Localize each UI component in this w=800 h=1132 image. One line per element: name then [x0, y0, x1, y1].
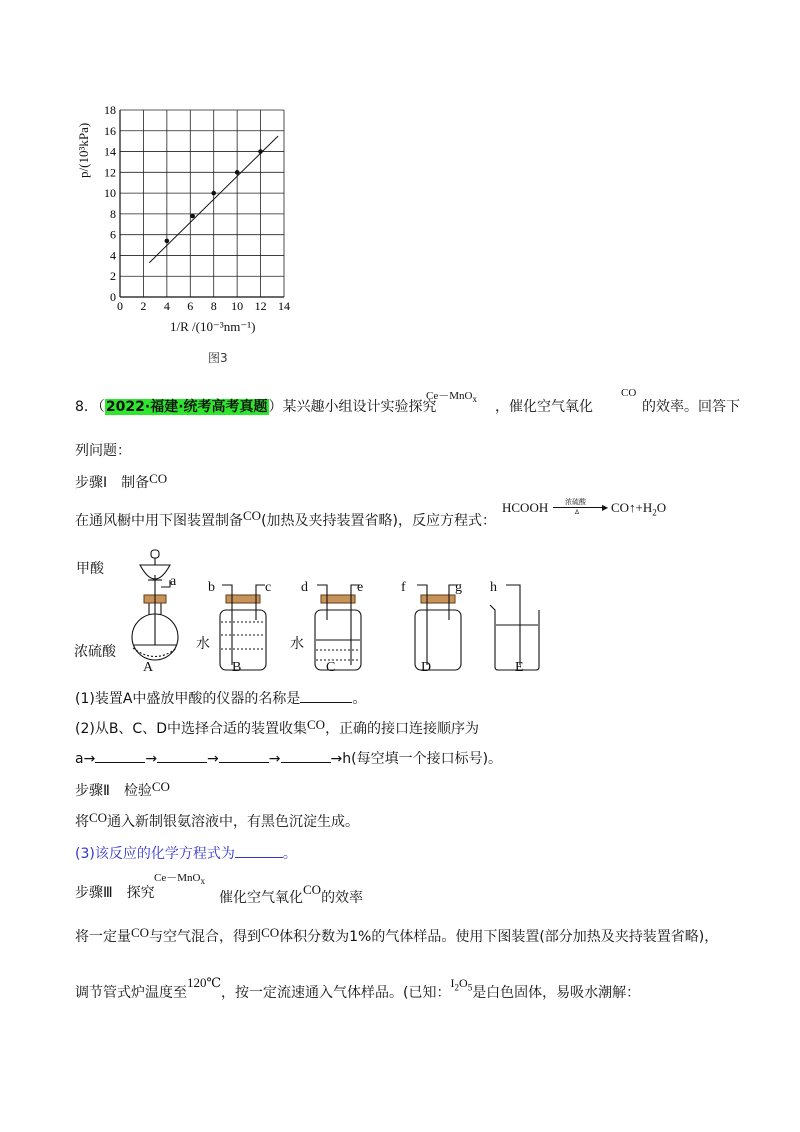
source-tag[interactable]: [105, 399, 269, 415]
catalyst-text: Ce－MnO: [426, 390, 473, 402]
reaction-equation: [502, 500, 548, 516]
catalyst-subscript: x: [472, 394, 477, 405]
name-D: [421, 660, 431, 676]
q2-co: CO: [307, 717, 326, 732]
intro-text-c: 的效率。回答下: [642, 399, 740, 415]
step1-text: [75, 508, 496, 530]
step3-text2: [75, 975, 640, 1002]
reaction-right: [611, 500, 666, 518]
name-E: [515, 660, 524, 676]
name-B: [232, 660, 241, 676]
q3-text: (3)该反应的化学方程式为: [75, 846, 235, 862]
step2-title: [75, 779, 170, 800]
step3-title-b-line: [219, 882, 363, 907]
name-E-text: E: [515, 660, 524, 675]
x-axis-label-text: 1/R /(10⁻³nm⁻¹): [170, 319, 256, 334]
y-tick-label: 4: [110, 248, 116, 263]
q2-arrow-4: →: [330, 751, 343, 767]
y-tick-label: 8: [110, 206, 116, 221]
step2-text-b: 通入新制银氨溶液中，有黑色沉淀生成。: [107, 814, 360, 830]
step1-co: CO: [149, 471, 168, 486]
q1-text: (1)装置A中盛放甲酸的仪器的名称是: [75, 691, 301, 707]
label-water-c-text: 水: [290, 636, 304, 652]
label-c-text: c: [265, 580, 272, 595]
figure-caption: [208, 349, 228, 366]
question-number: 8．: [75, 399, 98, 415]
y-tick-label: 12: [104, 165, 116, 180]
q1-end: 。: [352, 691, 367, 707]
label-g: [455, 580, 462, 596]
label-formic-acid-text: 甲酸: [76, 561, 104, 577]
name-C-text: C: [326, 660, 336, 675]
q3-line: [75, 843, 297, 863]
x-axis-label: [170, 319, 255, 334]
x-tick-label: 6: [187, 299, 194, 313]
q2-arrow-1: →: [145, 751, 158, 767]
x-tick-label: 14: [278, 299, 290, 313]
q2-text: (2)从B、C、D中选择合适的装置收集: [75, 721, 307, 737]
step3-title-a: 步骤Ⅲ 探究: [75, 885, 155, 901]
arrow-head-icon: ▶: [602, 503, 609, 512]
reaction-left: HCOOH: [502, 500, 549, 515]
label-d: [301, 580, 308, 596]
q2-start: a→: [75, 751, 96, 767]
y-tick-label: 6: [110, 227, 116, 242]
step1-text-b: (加热及夹持装置省略)，反应方程式：: [261, 513, 496, 529]
y-axis-label-text: p/(10³kPa): [76, 122, 91, 178]
label-conc-sulfuric-text: 浓硫酸: [74, 644, 116, 660]
source-tag-text[interactable]: 2022·福建·统考高考真题: [105, 399, 268, 415]
q2-arrow-2: →: [207, 751, 219, 767]
label-e: [357, 580, 363, 596]
label-a: [170, 574, 176, 590]
label-h: [490, 580, 497, 596]
q2-arrow-3: →: [268, 751, 281, 767]
step1-text-a: 在通风橱中用下图装置制备: [75, 513, 243, 529]
figure-caption-text: 图3: [208, 351, 228, 365]
name-D-text: D: [421, 660, 432, 675]
q2-connection-line: [75, 748, 502, 768]
reaction-arrow: [553, 497, 609, 517]
temperature: 120℃: [187, 975, 222, 990]
label-d-text: d: [301, 580, 308, 595]
reaction-condition-top: 浓硫酸: [565, 498, 586, 506]
step3-text1-b: 与空气混合，得到: [149, 929, 262, 945]
step3-co-3: CO: [261, 925, 280, 940]
q2-blank-2[interactable]: [157, 748, 207, 763]
label-g-text: g: [455, 580, 462, 595]
q1-answer-blank[interactable]: [300, 688, 352, 703]
catalyst-formula: [426, 387, 477, 404]
label-conc-sulfuric: [74, 641, 116, 661]
x-tick-label: 12: [254, 299, 267, 313]
step3-catalyst-sub: x: [200, 876, 205, 887]
i2o5-sub1: 2: [454, 982, 460, 993]
data-point: [190, 214, 195, 219]
label-e-text: e: [357, 580, 364, 595]
intro-line2-text: 列问题：: [75, 443, 131, 459]
q3-end: 。: [282, 846, 297, 862]
step3-text2-a: 调节管式炉温度至: [75, 985, 187, 1001]
q2-line-end: h(每空填一个接口标号)。: [342, 751, 503, 767]
step3-text1-a: 将一定量: [75, 929, 131, 945]
chart-grid: [120, 110, 284, 297]
step2-co-2: CO: [89, 810, 108, 825]
q2-blank-1[interactable]: [95, 748, 145, 763]
q2-line: [75, 717, 479, 738]
y-tick-label: 18: [104, 103, 116, 117]
x-tick-label: 8: [210, 299, 217, 313]
step3-text1: [75, 925, 718, 946]
q2-blank-4[interactable]: [281, 748, 331, 763]
reaction-right-sub: 2: [652, 507, 657, 518]
chart-axes: [120, 110, 284, 297]
data-point: [165, 239, 170, 244]
y-tick-label: 2: [110, 269, 116, 284]
x-tick-label: 0: [117, 299, 123, 313]
y-tick-label: 10: [104, 186, 116, 201]
bottle-b: [220, 610, 266, 670]
reaction-right-b: O: [656, 500, 667, 515]
name-C: [326, 660, 335, 676]
label-c: [265, 580, 271, 596]
step3-text2-c: 是白色固体，易吸水潮解：: [472, 985, 641, 1001]
step3-text2-b: ，按一定流速通入气体样品。(已知：: [221, 985, 451, 1001]
name-A-text: A: [143, 660, 154, 675]
co-text: CO: [621, 387, 637, 399]
i2o5-b: O: [459, 976, 468, 990]
i2o5-sub2: 5: [467, 982, 473, 993]
y-tick-label: 14: [104, 144, 116, 159]
step3-title-c: 的效率: [321, 890, 364, 906]
q2-blank-3[interactable]: [219, 748, 269, 763]
x-tick-label: 4: [163, 299, 170, 313]
y-tick-label: 16: [104, 123, 116, 138]
label-b: [208, 580, 215, 596]
step2-title-text: 步骤Ⅱ 检验: [75, 783, 152, 799]
step1-co-2: CO: [243, 508, 262, 523]
data-point: [258, 149, 263, 154]
step3-co: CO: [303, 882, 322, 897]
label-water-b-text: 水: [196, 636, 210, 652]
intro-text-a: 某兴趣小组设计实验探究: [282, 399, 437, 415]
name-A: [143, 660, 153, 676]
arrow-shaft: [553, 507, 605, 508]
intro-line2: [75, 440, 131, 460]
reaction-condition-bottom: Δ: [575, 509, 580, 516]
data-point: [235, 170, 240, 175]
data-point: [211, 191, 216, 196]
step3-title-b: 催化空气氧化: [219, 890, 303, 906]
i2o5-a: I: [450, 976, 455, 990]
label-formic-acid: [76, 558, 104, 578]
x-tick-label: 2: [140, 299, 147, 313]
q3-answer-blank[interactable]: [235, 843, 283, 858]
intro-text-b: ，催化空气氧化: [495, 399, 593, 415]
q2-end: ，正确的接口连接顺序为: [325, 721, 480, 737]
step3-co-2: CO: [131, 925, 150, 940]
step2-text: [75, 810, 359, 831]
intro-text-c-line: [642, 396, 740, 416]
chart-ticks: [104, 103, 290, 313]
name-B-text: B: [232, 660, 242, 675]
intro-text-b-line: [495, 396, 593, 416]
co-intro: [621, 387, 636, 399]
step3-catalyst: [154, 869, 205, 886]
step3-title: [75, 882, 155, 902]
question-8-intro: 8．（2022·福建·统考高考真题）某兴趣小组设计实验探究: [75, 399, 437, 415]
x-tick-label: 10: [231, 299, 244, 313]
step1-title: [75, 471, 167, 492]
label-b-text: b: [208, 580, 215, 595]
label-f: [401, 580, 406, 596]
step3-text1-c: 体积分数为1%的气体样品。使用下图装置(部分加热及夹持装置省略)，: [279, 929, 719, 945]
i2o5-formula: [450, 976, 473, 993]
label-h-text: h: [490, 580, 497, 595]
step2-co: CO: [151, 779, 170, 794]
label-water-b: [196, 633, 210, 653]
label-a-text: a: [170, 574, 177, 589]
y-axis-label: [76, 123, 92, 178]
step2-text-a: 将: [75, 814, 89, 830]
label-water-c: [290, 633, 304, 653]
step3-catalyst-text: Ce－MnO: [154, 872, 201, 884]
label-f-text: f: [401, 580, 406, 595]
y-tick-label: 0: [110, 290, 116, 304]
reaction-right-a: CO↑+H: [611, 500, 653, 515]
q1-line: [75, 688, 366, 708]
step1-title-text: 步骤Ⅰ 制备: [75, 475, 150, 491]
